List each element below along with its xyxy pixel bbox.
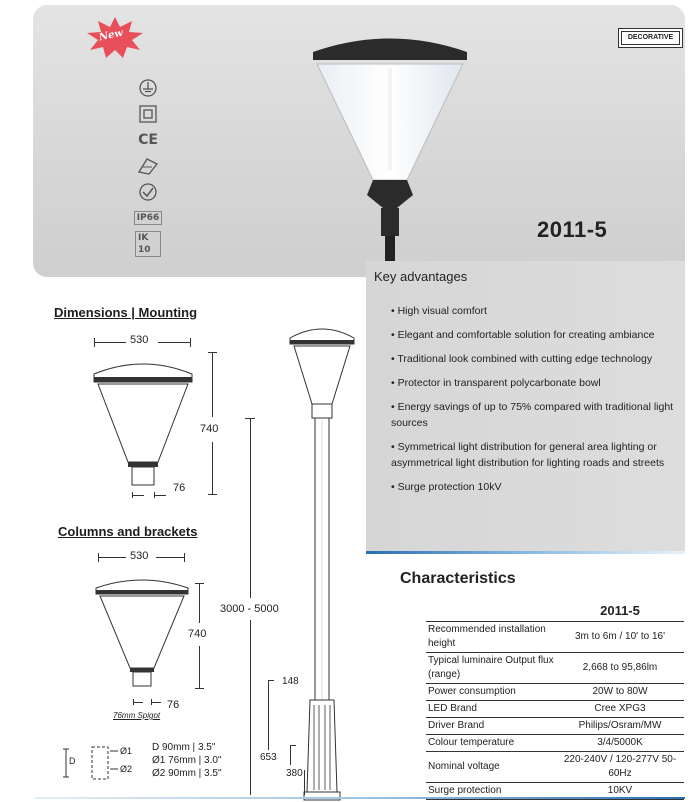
dim-pole-height: 3000 - 5000 — [220, 603, 279, 615]
pole-drawing — [282, 320, 362, 802]
key-advantages-panel — [366, 261, 685, 551]
table-row: Power consumption 20W to 80W — [426, 683, 684, 700]
d2-label: Ø2 — [120, 764, 133, 774]
dim-148: 148 — [282, 676, 299, 687]
conformity-icon — [135, 181, 161, 203]
ce-mark-icon: CE — [138, 132, 158, 148]
table-model-header: 2011-5 — [556, 600, 684, 621]
table-row: Driver Brand Philips/Osram/MW — [426, 717, 684, 734]
model-title: 2011-5 — [537, 217, 608, 242]
new-label: New — [98, 27, 125, 44]
characteristics-title: Characteristics — [400, 570, 516, 587]
columns-title: Columns and brackets — [58, 524, 198, 539]
d2-value: Ø2 90mm | 3.5" — [152, 768, 222, 779]
col-dim-width: 530 — [130, 550, 149, 562]
table-row: Colour temperature 3/4/5000K — [426, 734, 684, 751]
key-advantages-list — [391, 303, 681, 503]
table-row: LED Brand Cree XPG3 — [426, 700, 684, 717]
column-luminaire-drawing — [92, 570, 192, 690]
enec-icon — [135, 155, 161, 177]
new-badge — [85, 15, 145, 59]
dim-width: 530 — [130, 334, 149, 346]
col-dim-height: 740 — [188, 628, 207, 640]
list-item: • Elegant and comfortable solution for creating ambiance — [391, 329, 655, 341]
d1-value: Ø1 76mm | 3.0" — [152, 755, 222, 766]
dim-653: 653 — [260, 752, 277, 763]
dim-spigot: 76 — [173, 482, 186, 494]
dim-380: 380 — [286, 768, 303, 779]
luminaire-drawing — [88, 352, 198, 502]
earth-icon — [135, 77, 161, 99]
decorative-badge: DECORATIVE — [618, 28, 683, 48]
list-item: • Energy savings of up to 75% compared with traditional light sources — [391, 401, 674, 429]
luminaire-product-image — [295, 30, 485, 277]
characteristics-table — [426, 600, 684, 800]
dim-height: 740 — [200, 423, 219, 435]
col-dim-spigot: 76 — [167, 699, 180, 711]
table-row: Recommended installation height 3m to 6m / 10' to 16' — [426, 621, 684, 652]
class-ii-icon — [135, 103, 161, 125]
divider — [366, 551, 685, 554]
list-item: • Symmetrical light distribution for general area lighting or asymmetrical light distribution for lighting roads and streets — [391, 441, 665, 469]
list-item: • High visual comfort — [391, 305, 487, 317]
ip66-icon: IP66 — [135, 207, 161, 229]
key-advantages-title: Key advantages — [374, 269, 468, 284]
ik10-icon: IK 10 — [135, 233, 161, 255]
d1-label: Ø1 — [120, 746, 133, 756]
hero-panel — [33, 5, 685, 277]
certification-icons — [135, 77, 161, 259]
list-item: • Surge protection 10kV — [391, 481, 502, 493]
dimensions-title: Dimensions | Mounting — [54, 305, 198, 320]
d-label: D — [69, 756, 76, 766]
table-row: Typical luminaire Output flux (range) 2,668 to 95,86lm — [426, 652, 684, 683]
table-row: Nominal voltage 220-240V / 120-277V 50-60Hz — [426, 751, 684, 782]
table-row: Surge protection 10KV — [426, 782, 684, 799]
footer-divider — [35, 797, 685, 799]
list-item: • Traditional look combined with cutting edge technology — [391, 353, 653, 365]
spigot-label: 76mm Spigot — [113, 711, 161, 720]
list-item: • Protector in transparent polycarbonate bowl — [391, 377, 601, 389]
d-value: D 90mm | 3.5" — [152, 742, 216, 753]
